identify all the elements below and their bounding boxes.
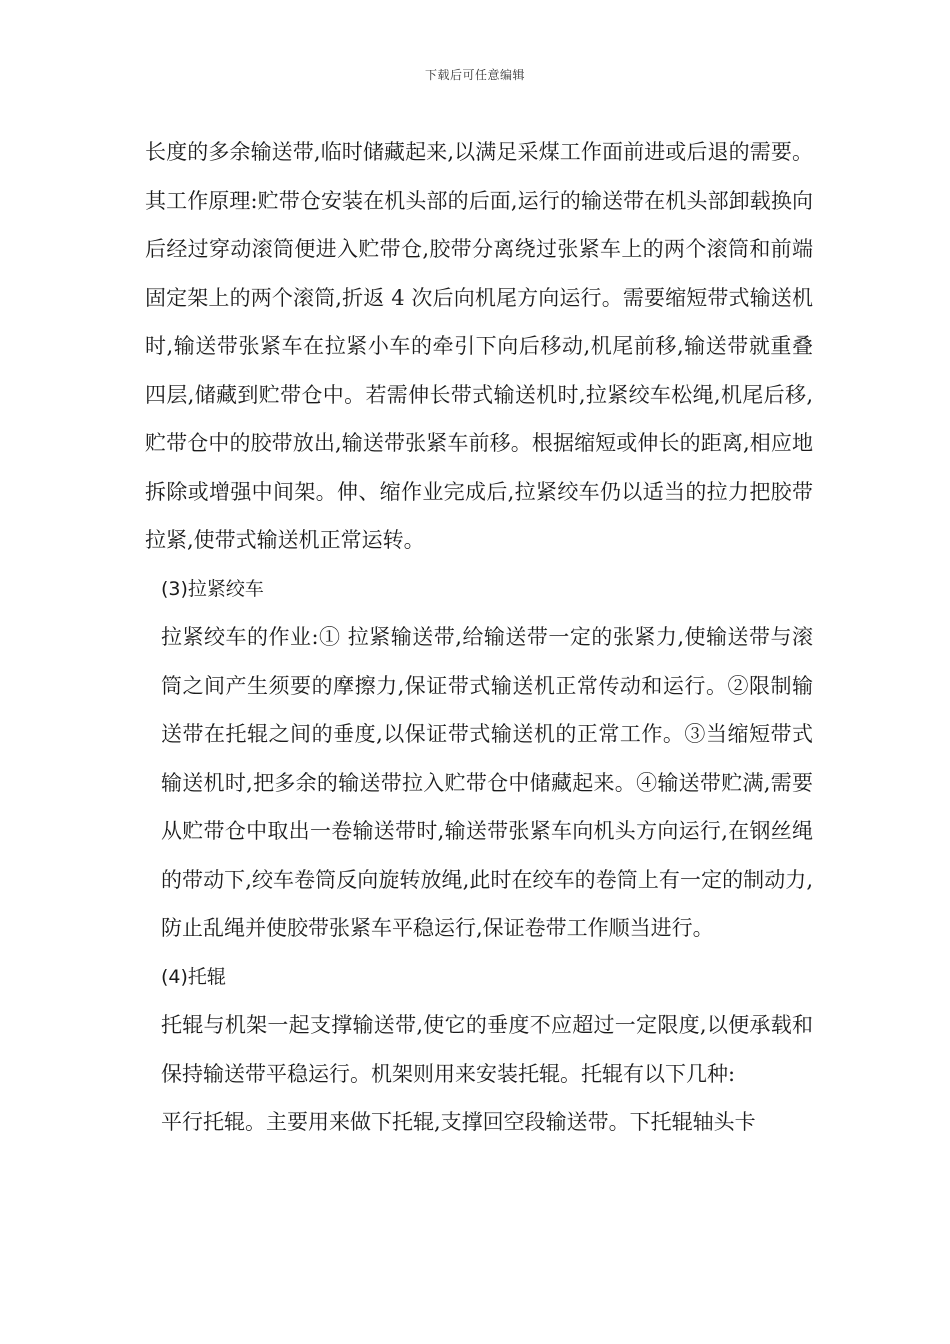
section-heading-tension-winch: (3)拉紧绞车	[161, 577, 264, 600]
paragraph-storage-principle: 长度的多余输送带,临时储藏起来,以满足采煤工作面前进或后退的需要。其工作原理:贮带仓安装在机头部的后面,运行的输送带在机头部卸载换向后经过穿动滚筒便进入贮带仓,胶带分离绕过张紧车上的两个滚筒和前端固定架上的两个滚筒,折返 4 次后向机尾方向运行。需要缩短带式输送机时,输送带张紧车在拉紧小车的牵引下向后移动,机尾前移,输送带就重叠四层,储藏到贮带仓中。若需伸长带式输送机时,拉紧绞车松绳,机尾后移,贮带仓中的胶带放出,输送带张紧车前移。根据缩短或伸长的距离,相应地拆除或增强中间架。伸、缩作业完成后,拉紧绞车仍以适当的拉力把胶带拉紧,使带式输送机正常运转。	[145, 140, 813, 552]
document-body	[145, 128, 813, 1147]
paragraph-parallel-idler: 平行托辊。主要用来做下托辊,支撑回空段输送带。下托辊轴头卡	[161, 1110, 756, 1134]
section-heading-idler: (4)托辊	[161, 965, 226, 988]
paragraph-tension-winch: 拉紧绞车的作业:① 拉紧输送带,给输送带一定的张紧力,使输送带与滚筒之间产生须要的摩擦力,保证带式输送机正常传动和运行。②限制输送带在托辊之间的垂度,以保证带式输送机的正常工作。③当缩短带式输送机时,把多余的输送带拉入贮带仓中储藏起来。④输送带贮满,需要从贮带仓中取出一卷输送带时,输送带张紧车向机头方向运行,在钢丝绳的带动下,绞车卷筒反向旋转放绳,此时在绞车的卷筒上有一定的制动力,防止乱绳并使胶带张紧车平稳运行,保证卷带工作顺当进行。	[161, 625, 813, 940]
paragraph-idler-intro: 托辊与机架一起支撑输送带,使它的垂度不应超过一定限度,以便承载和保持输送带平稳运行。机架则用来安装托辊。托辊有以下几种:	[161, 1013, 813, 1086]
page-header: 下载后可任意编辑	[424, 68, 525, 82]
